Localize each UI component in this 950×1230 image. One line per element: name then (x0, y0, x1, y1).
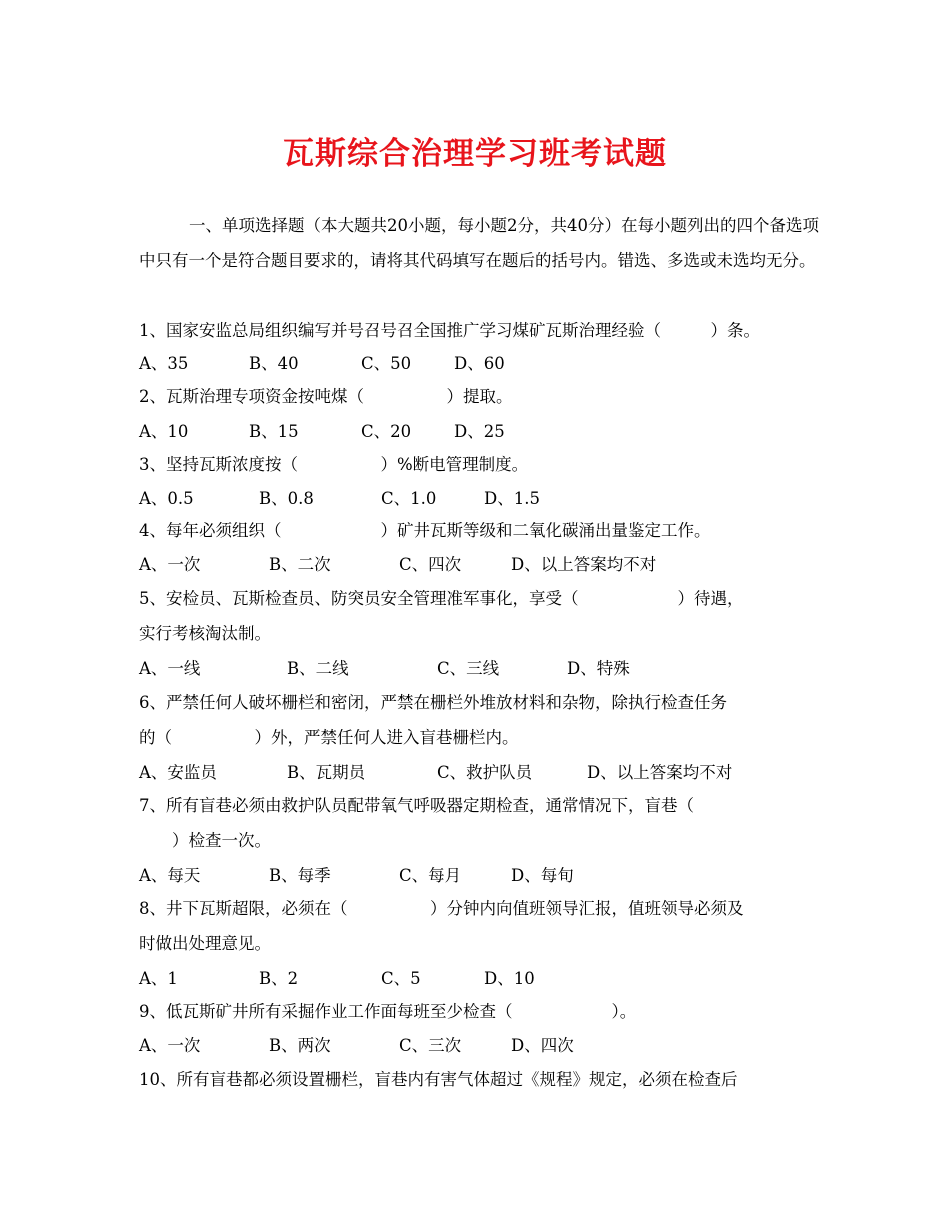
options-6 (139, 759, 839, 781)
options-1 (139, 350, 839, 372)
option-a: A、1 (139, 969, 178, 988)
option-d: D、四次 (511, 1036, 574, 1055)
question-1: 1、国家安监总局组织编写并号召号召全国推广学习煤矿瓦斯治理经验（ ）条。 (139, 321, 760, 340)
option-a: A、安监员 (139, 763, 217, 782)
question-7: 7、所有盲巷必须由救护队员配带氧气呼吸器定期检查，通常情况下，盲巷（ (139, 796, 694, 815)
option-c: C、50 (361, 354, 412, 373)
option-d: D、特殊 (567, 659, 630, 678)
page-title: 瓦斯综合治理学习班考试题 (283, 136, 667, 172)
option-c: C、三线 (437, 659, 500, 678)
option-b: B、0.8 (259, 489, 314, 508)
question-5: 5、安检员、瓦斯检查员、防突员安全管理准军事化，享受（ ）待遇， (139, 589, 744, 608)
question-4: 4、每年必须组织（ ）矿井瓦斯等级和二氧化碳涌出量鉴定工作。 (139, 521, 711, 540)
option-d: D、以上答案均不对 (587, 763, 733, 782)
question-7-continued: ）检查一次。 (139, 831, 271, 850)
option-a: A、一次 (139, 1036, 201, 1055)
options-4 (139, 551, 839, 573)
option-c: C、5 (381, 969, 421, 988)
options-3 (139, 485, 839, 507)
option-a: A、35 (139, 354, 189, 373)
option-c: C、20 (361, 422, 412, 441)
options-8 (139, 965, 839, 987)
option-b: B、瓦期员 (287, 763, 366, 782)
question-3: 3、坚持瓦斯浓度按（ ）%断电管理制度。 (139, 455, 529, 474)
question-9: 9、低瓦斯矿井所有采掘作业工作面每班至少检查（ ）。 (139, 1002, 637, 1021)
option-a: A、一线 (139, 659, 201, 678)
option-b: B、每季 (269, 866, 331, 885)
options-9 (139, 1032, 839, 1054)
option-d: D、每旬 (511, 866, 574, 885)
question-6-continued: 的（ ）外，严禁任何人进入盲巷栅栏内。 (139, 728, 519, 747)
question-8-continued: 时做出处理意见。 (139, 934, 271, 953)
option-d: D、以上答案均不对 (511, 555, 657, 574)
question-2: 2、瓦斯治理专项资金按吨煤（ ）提取。 (139, 387, 513, 406)
option-d: D、10 (484, 969, 535, 988)
option-a: A、一次 (139, 555, 201, 574)
option-b: B、2 (259, 969, 299, 988)
option-c: C、四次 (399, 555, 462, 574)
option-b: B、二线 (287, 659, 349, 678)
option-b: B、二次 (269, 555, 331, 574)
question-8: 8、井下瓦斯超限，必须在（ ）分钟内向值班领导汇报，值班领导必须及 (139, 899, 744, 918)
option-b: B、两次 (269, 1036, 331, 1055)
option-c: C、救护队员 (437, 763, 533, 782)
option-c: C、1.0 (381, 489, 437, 508)
option-c: C、三次 (399, 1036, 462, 1055)
question-5-continued: 实行考核淘汰制。 (139, 624, 271, 643)
question-6: 6、严禁任何人破坏栅栏和密闭，严禁在栅栏外堆放材料和杂物，除执行检查任务 (139, 693, 727, 712)
option-d: D、25 (454, 422, 505, 441)
section-intro: 一、单项选择题（本大题共20小题，每小题2分，共40分）在每小题列出的四个备选项中只有一个是符合题目要求的，请将其代码填写在题后的括号内。错选、多选或未选均无分。 (139, 216, 819, 270)
option-b: B、40 (249, 354, 299, 373)
option-a: A、10 (139, 422, 189, 441)
option-a: A、0.5 (139, 489, 194, 508)
option-d: D、1.5 (484, 489, 540, 508)
options-7 (139, 862, 839, 884)
option-a: A、每天 (139, 866, 201, 885)
option-b: B、15 (249, 422, 299, 441)
option-c: C、每月 (399, 866, 462, 885)
option-d: D、60 (454, 354, 505, 373)
options-5 (139, 655, 839, 677)
options-2 (139, 418, 839, 440)
question-10: 10、所有盲巷都必须设置栅栏，盲巷内有害气体超过《规程》规定，必须在检查后 (139, 1070, 738, 1089)
